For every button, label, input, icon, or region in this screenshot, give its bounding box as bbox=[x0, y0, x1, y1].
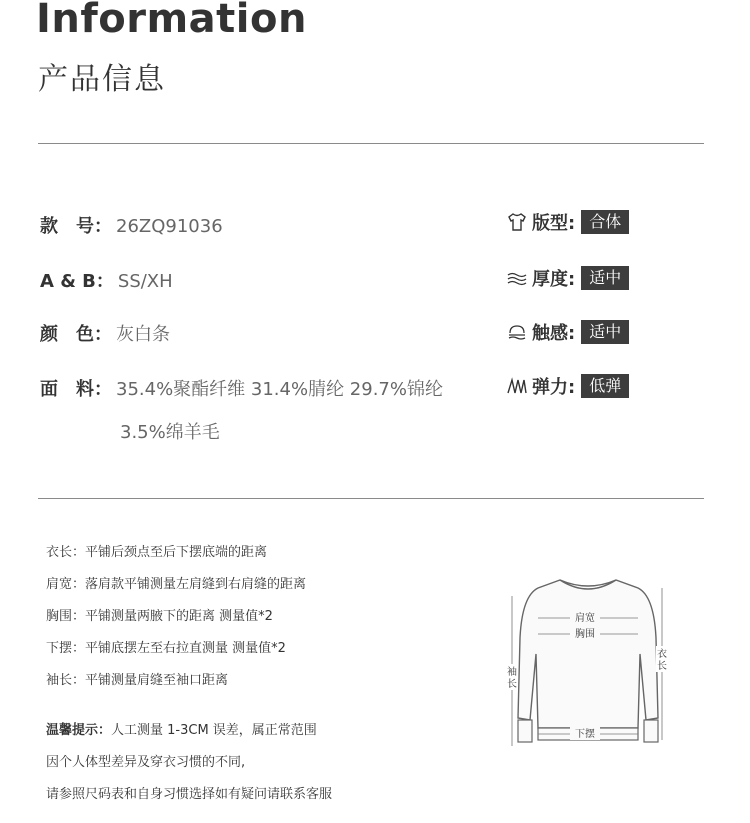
measure-note-shoulder: 肩宽：落肩款平铺测量左肩缝到右肩缝的距离 bbox=[46, 577, 307, 592]
spec-label: 款 号： bbox=[40, 216, 112, 237]
sleeve-label-2: 长 bbox=[507, 679, 517, 690]
attr-thickness bbox=[506, 265, 629, 291]
stretch-icon bbox=[506, 375, 528, 397]
attr-label: 厚度: bbox=[532, 269, 576, 290]
measure-note-sleeve: 袖长：平铺测量肩缝至袖口距离 bbox=[46, 673, 229, 688]
attr-label: 弹力: bbox=[532, 377, 576, 398]
spec-label: 面 料： bbox=[40, 379, 112, 400]
divider-top bbox=[38, 143, 704, 144]
sweater-right-cuff bbox=[644, 720, 658, 742]
tip-text: 人工测量 1-3CM 误差，属正常范围 bbox=[111, 723, 317, 738]
attr-elasticity bbox=[506, 373, 629, 399]
attr-label: 触感: bbox=[532, 323, 576, 344]
measure-note-length: 衣长：平铺后颈点至后下摆底端的距离 bbox=[46, 545, 268, 560]
layers-icon bbox=[506, 267, 528, 289]
tip-heading: 温馨提示： bbox=[46, 723, 112, 738]
attr-label: 版型: bbox=[532, 213, 576, 234]
spec-value: 26ZQ91036 bbox=[116, 216, 223, 237]
divider-middle bbox=[38, 498, 704, 499]
attr-badge: 低弹 bbox=[581, 374, 629, 398]
sleeve-label-1: 袖 bbox=[507, 667, 517, 678]
attr-badge: 合体 bbox=[581, 210, 629, 234]
hand-touch-icon bbox=[506, 321, 528, 343]
tip-line-3: 请参照尺码表和自身习惯选择如有疑问请联系客服 bbox=[46, 787, 333, 802]
spec-color bbox=[40, 320, 170, 346]
spec-value: 灰白条 bbox=[116, 324, 170, 345]
tshirt-icon bbox=[506, 211, 528, 233]
spec-ab bbox=[40, 267, 173, 293]
spec-fabric bbox=[40, 375, 443, 401]
spec-value: SS/XH bbox=[117, 271, 173, 292]
attr-fit bbox=[506, 209, 629, 235]
title-english: Information bbox=[36, 0, 307, 42]
sweater-outline bbox=[518, 580, 658, 728]
measure-note-hem: 下摆：平铺底摆左至右拉直测量 测量值*2 bbox=[46, 641, 286, 656]
spec-label: 颜 色： bbox=[40, 324, 112, 345]
attr-badge: 适中 bbox=[581, 266, 629, 290]
length-label-1: 衣 bbox=[657, 649, 667, 660]
tip-line-1 bbox=[46, 719, 317, 738]
shoulder-label: 肩宽 bbox=[575, 613, 595, 624]
spec-fabric-continuation: 3.5%绵羊毛 bbox=[120, 422, 220, 443]
sweater-left-cuff bbox=[518, 720, 532, 742]
hem-label: 下摆 bbox=[575, 729, 595, 740]
attr-touch bbox=[506, 319, 629, 345]
spec-label: A & B： bbox=[40, 271, 114, 292]
spec-style-number bbox=[40, 212, 223, 238]
length-label-2: 长 bbox=[657, 661, 667, 672]
attr-badge: 适中 bbox=[581, 320, 629, 344]
spec-value: 35.4%聚酯纤维 31.4%腈纶 29.7%锦纶 bbox=[116, 379, 443, 400]
tip-line-2: 因个人体型差异及穿衣习惯的不同, bbox=[46, 755, 246, 770]
sweater-measurement-diagram bbox=[498, 568, 678, 768]
title-chinese: 产品信息 bbox=[38, 62, 166, 97]
chest-label: 胸围 bbox=[575, 629, 595, 640]
measure-note-chest: 胸围：平铺测量两腋下的距离 测量值*2 bbox=[46, 609, 273, 624]
